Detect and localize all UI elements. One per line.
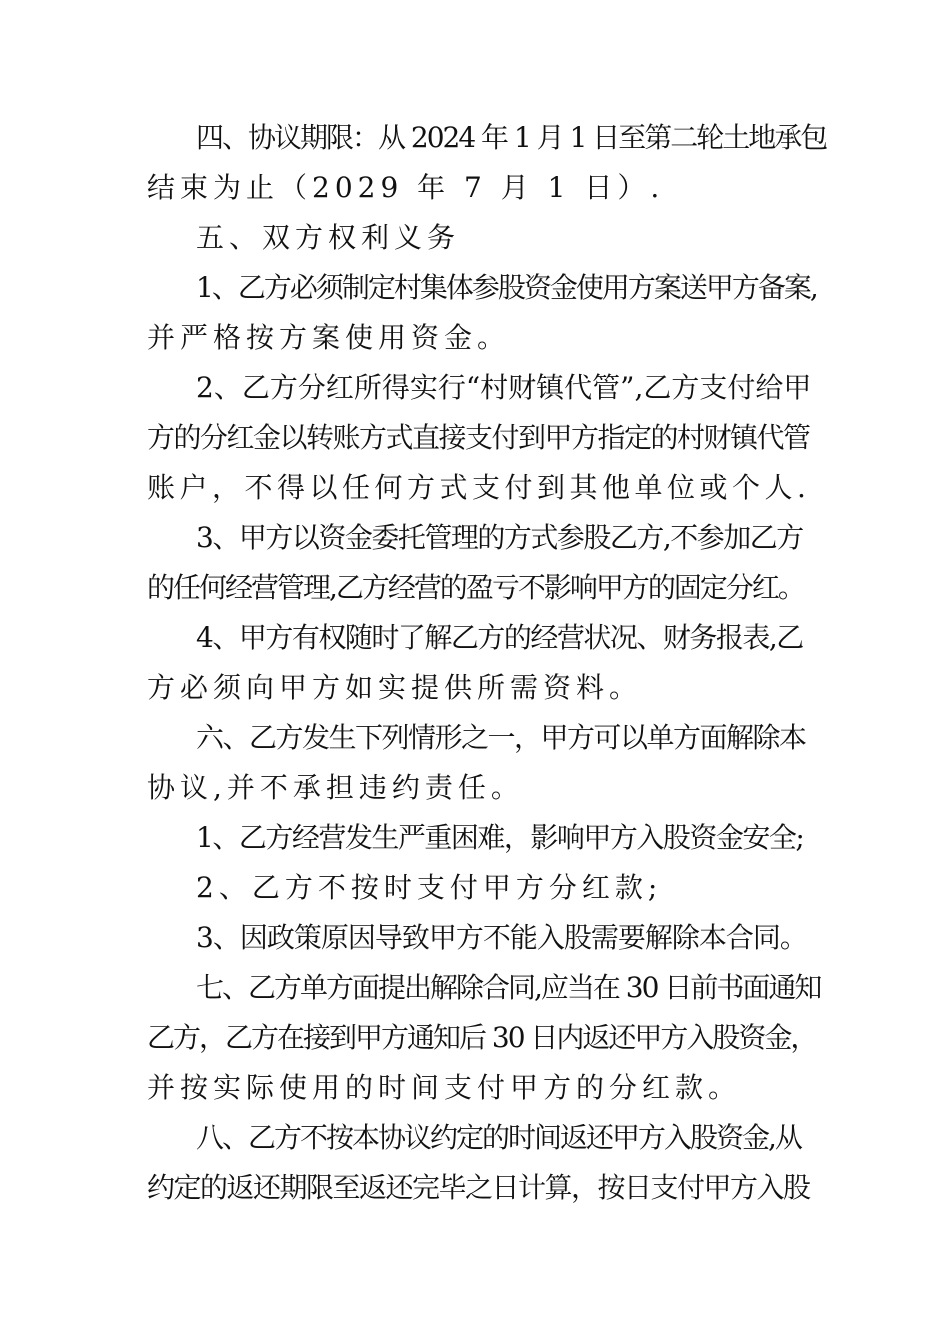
text-line: 4、甲方有权随时了解乙方的经营状况、财务报表,乙 [196,621,803,654]
text-line: 1、乙方必须制定村集体参股资金使用方案送甲方备案, [196,271,817,304]
text-line: 3、甲方以资金委托管理的方式参股乙方,不参加乙方 [196,521,803,554]
text-line: 并严格按方案使用资金。 [147,321,511,354]
text-line: 八、乙方不按本协议约定的时间返还甲方入股资金,从 [196,1121,801,1154]
text-line: 1、乙方经营发生严重困难，影响甲方入股资金安全; [196,821,804,854]
text-line: 方必须向甲方如实提供所需资料。 [147,671,643,704]
text-line: 六、乙方发生下列情形之一，甲方可以单方面解除本 [196,721,806,754]
text-line: 2、乙方不按时支付甲方分红款; [196,871,663,904]
text-line: 并按实际使用的时间支付甲方的分红款。 [147,1071,742,1104]
text-line: 结束为止（2029 年 7 月 1 日）. [147,171,665,204]
text-line: 的任何经营管理,乙方经营的盈亏不影响甲方的固定分红。 [147,571,804,604]
text-line: 约定的返还期限至返还完毕之日计算，按日支付甲方入股 [147,1171,810,1204]
text-line: 方的分红金以转账方式直接支付到甲方指定的村财镇代管 [147,421,810,454]
text-line: 账户，不得以任何方式支付到其他单位或个人. [147,471,811,504]
text-line: 四、协议期限：从 2024 年 1 月 1 日至第二轮土地承包 [196,121,827,154]
section-heading: 五、双方权利义务 [196,221,461,254]
text-line: 3、因政策原因导致甲方不能入股需要解除本合同。 [196,921,807,954]
text-line: 2、乙方分红所得实行“村财镇代管”,乙方支付给甲 [196,371,812,404]
text-line: 协议,并不承担违约责任。 [147,771,524,804]
text-line: 乙方，乙方在接到甲方通知后 30 日内返还甲方入股资金， [147,1021,817,1054]
text-line: 七、乙方单方面提出解除合同,应当在 30 日前书面通知 [196,971,821,1004]
